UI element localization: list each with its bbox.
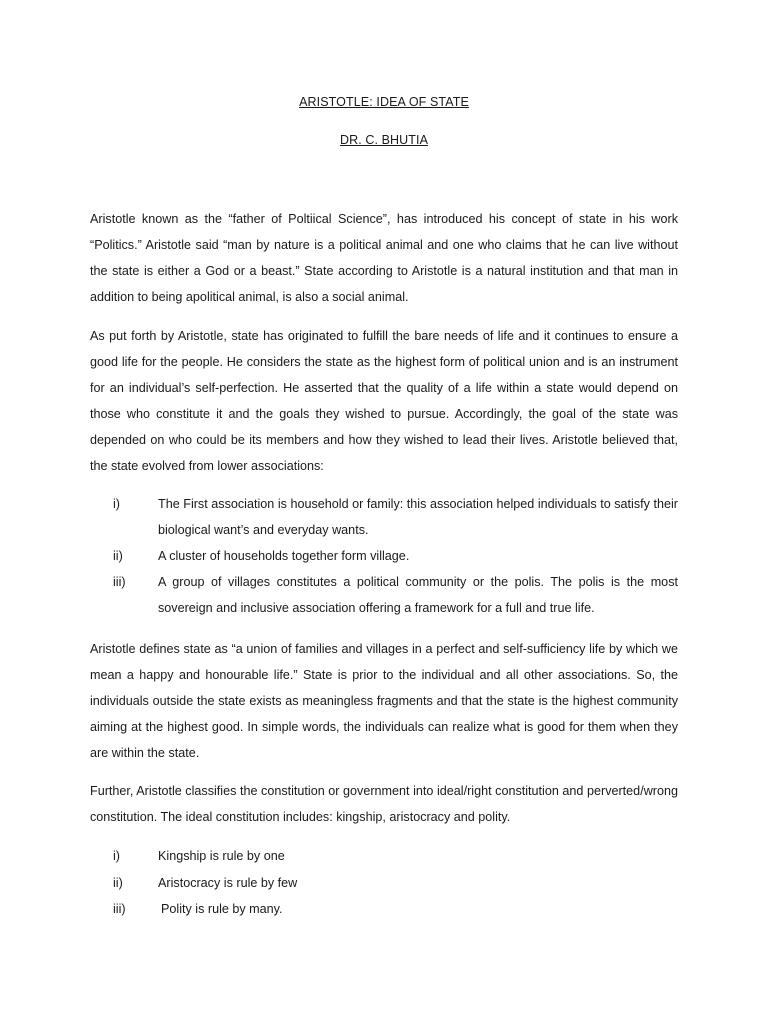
list-item-text: A group of villages constitutes a political community or the polis. The polis is the most sovereign and inclusive association offering a framework for a full and true life. xyxy=(158,575,678,615)
list-item-text: Kingship is rule by one xyxy=(158,849,285,863)
list-item-number: ii) xyxy=(113,875,123,890)
list-item-number: i) xyxy=(113,849,120,863)
list-item-text: Aristocracy is rule by few xyxy=(158,875,298,890)
document-title: ARISTOTLE: IDEA OF STATE xyxy=(299,95,469,109)
list-item-number: iii) xyxy=(113,575,126,589)
paragraph-intro: Aristotle known as the “father of Poltiical Science”, has introduced his concept of state in his work “Politics.” Aristotle said “man by nature is a political animal and one who claims that he can live without the state is either a God or a beast.” State according to Aristotle is a natural institution and that man in addition to being apolitical animal, is also a social animal. xyxy=(90,212,678,304)
associations-list xyxy=(90,491,678,621)
list-item-text: Polity is rule by many. xyxy=(161,902,283,916)
list-item-number: iii) xyxy=(113,902,126,916)
paragraph-origin: As put forth by Aristotle, state has originated to fulfill the bare needs of life and it continues to ensure a good life for the people. He considers the state as the highest form of political union and is an instrument for an individual’s self-perfection. He asserted that the quality of a life within a state would depend on those who constitute it and the goals they wished to pursue. Accordingly, the goal of the state was depended on who could be its members and how they wished to lead their lives. Aristotle believed that, the state evolved from lower associations: xyxy=(90,329,678,473)
constitution-list xyxy=(90,843,678,923)
list-item xyxy=(90,843,678,870)
list-item xyxy=(90,870,678,897)
list-item xyxy=(90,896,678,923)
document-author: DR. C. BHUTIA xyxy=(339,133,429,147)
list-item-number: i) xyxy=(113,497,120,511)
list-item-text: The First association is household or family: this association helped individuals to satisfy their biological want’s and everyday wants. xyxy=(158,497,678,537)
list-item xyxy=(90,491,678,543)
paragraph-classification: Further, Aristotle classifies the constitution or government into ideal/right constitution and perverted/wrong constitution. The ideal constitution includes: kingship, aristocracy and polity. xyxy=(90,784,678,824)
list-item xyxy=(90,569,678,621)
list-item-number: ii) xyxy=(113,549,123,563)
paragraph-definition: Aristotle defines state as “a union of families and villages in a perfect and self-sufficiency life by which we mean a happy and honourable life.” State is prior to the individual and all other associations. So, the individuals outside the state exists as meaningless fragments and that the state is the highest community aiming at the highest good. In simple words, the individuals can realize what is good for them when they are within the state. xyxy=(90,642,678,760)
list-item xyxy=(90,543,678,569)
list-item-text: A cluster of households together form village. xyxy=(158,549,410,563)
